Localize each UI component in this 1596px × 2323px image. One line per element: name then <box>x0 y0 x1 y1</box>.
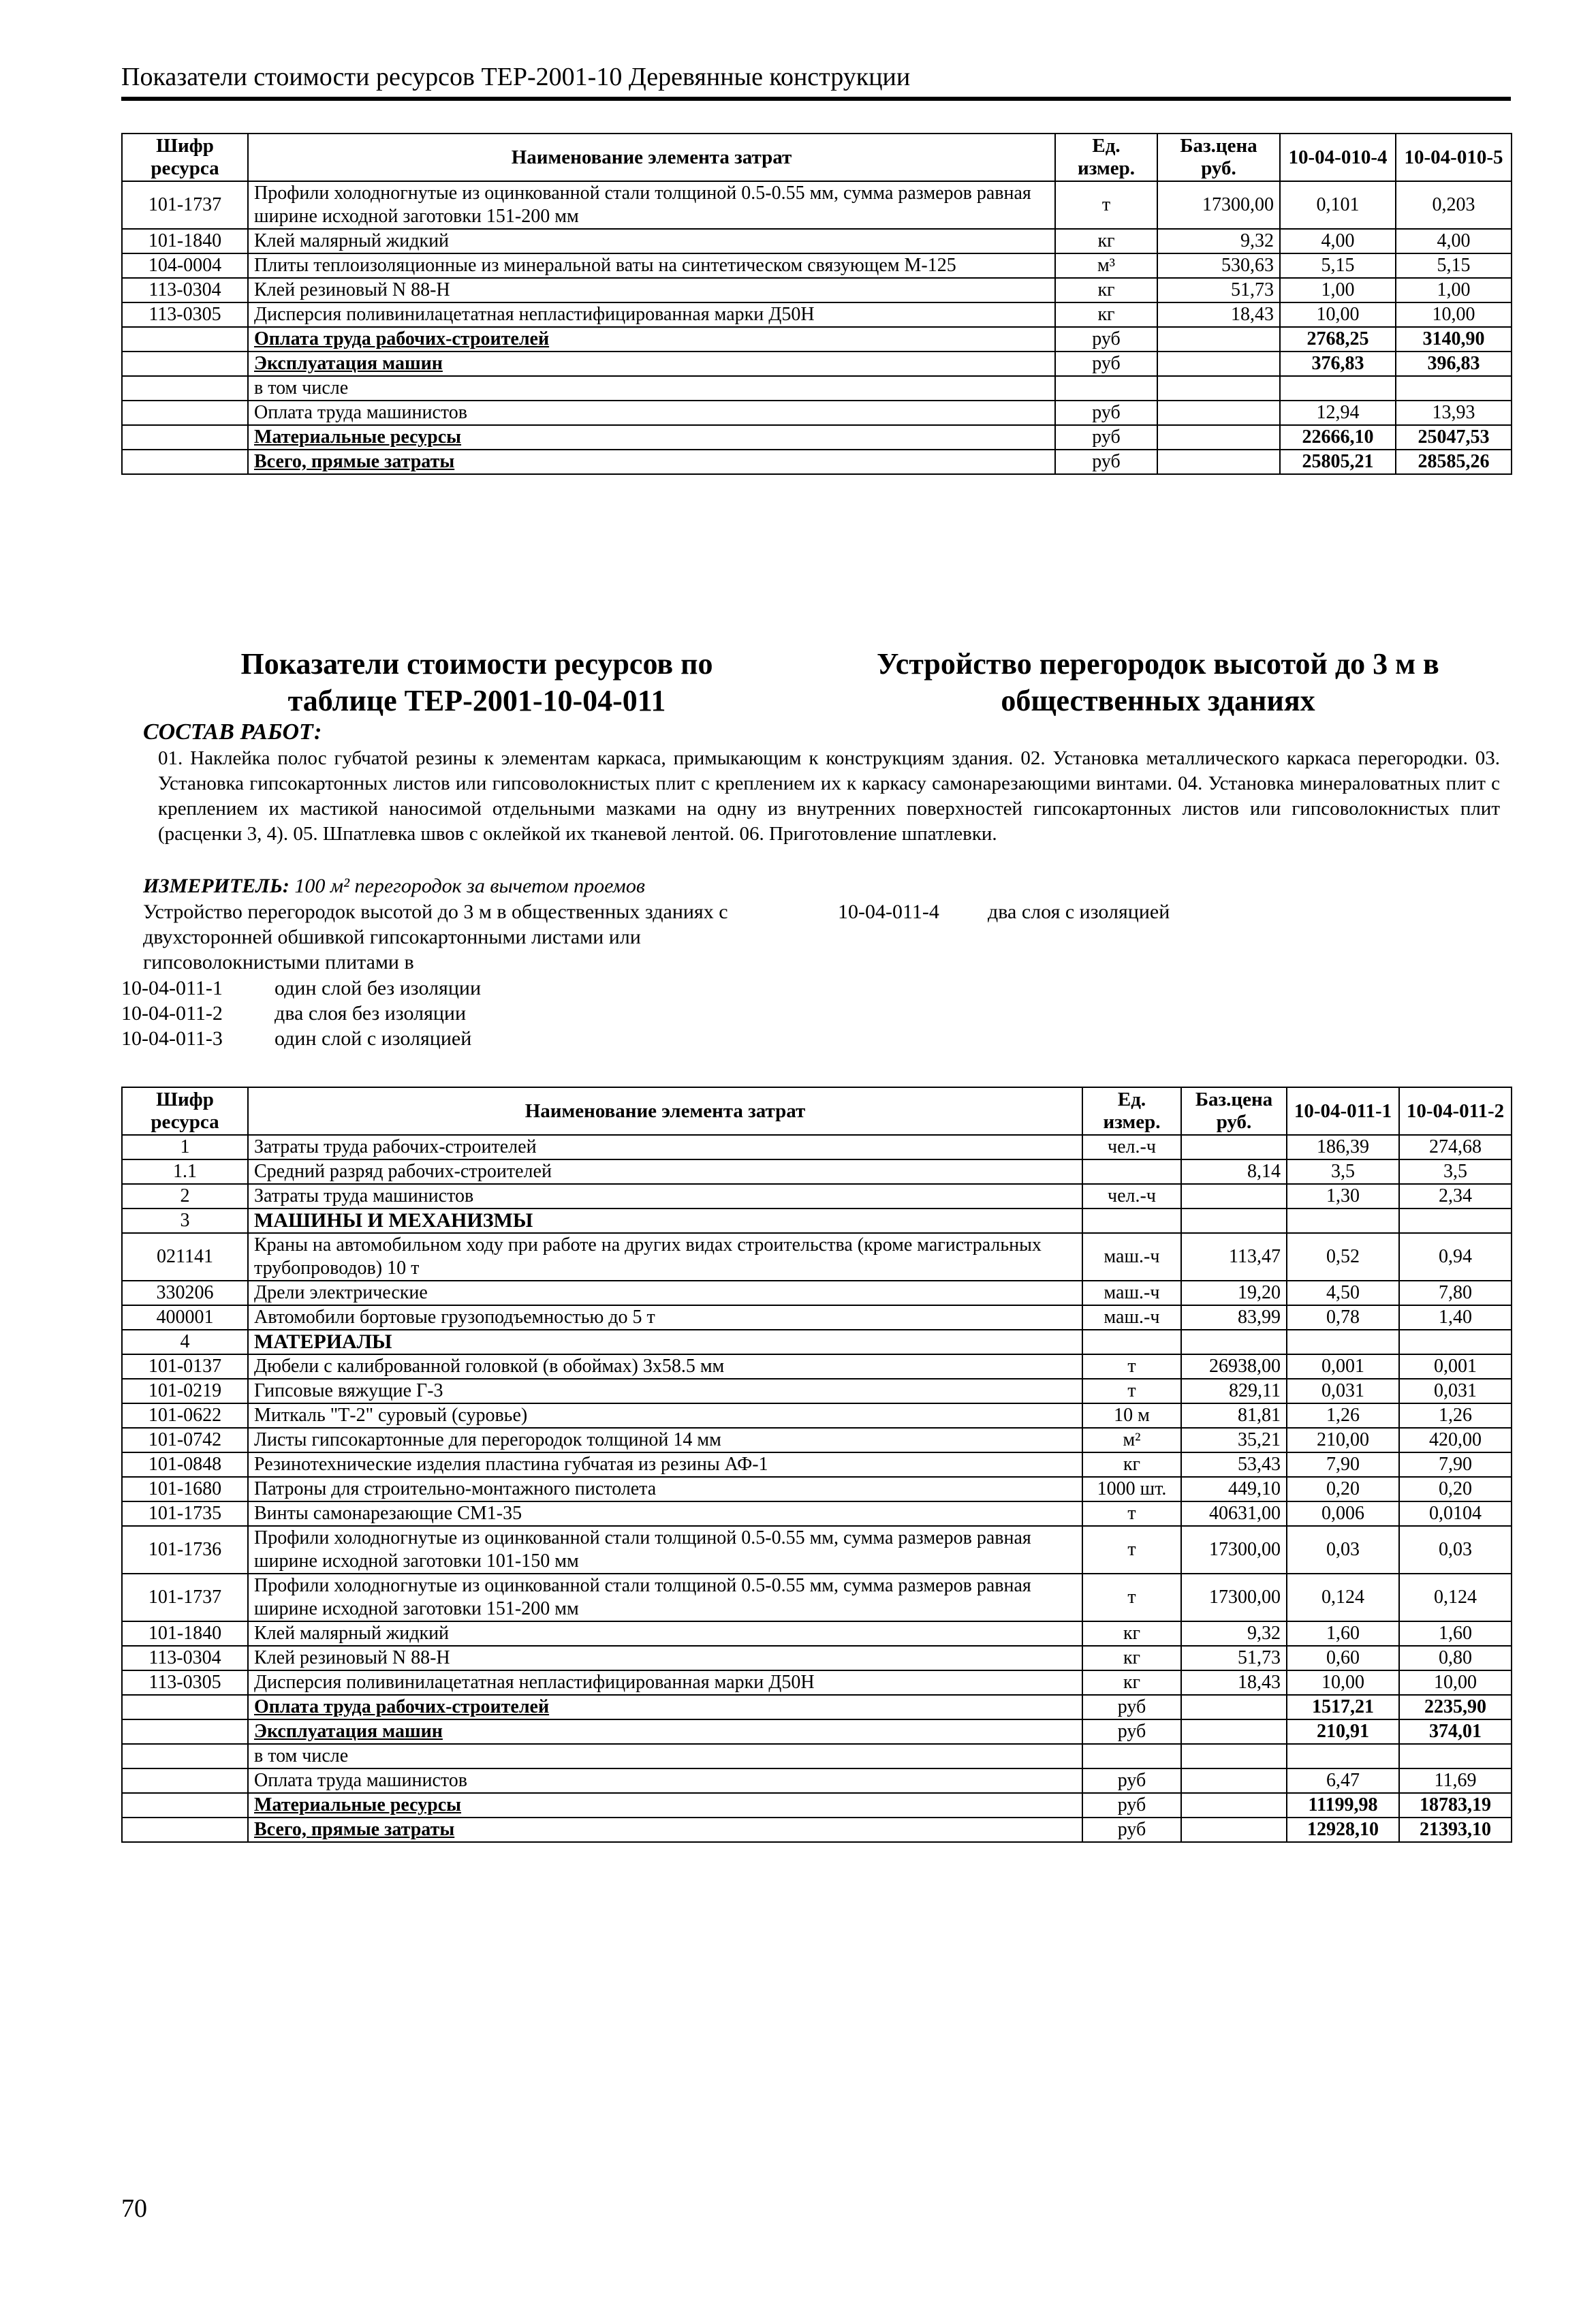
cell-value-2: 0,80 <box>1399 1646 1512 1670</box>
table-row <box>122 1646 1512 1670</box>
cell-unit: чел.-ч <box>1082 1135 1181 1159</box>
cell-price <box>1181 1184 1287 1209</box>
cell-code <box>122 1818 248 1842</box>
table-row <box>122 1452 1512 1477</box>
header-price: Баз.цена руб. <box>1157 134 1280 181</box>
variant-item <box>121 1001 734 1026</box>
header-col1: 10-04-010-4 <box>1280 134 1396 181</box>
cell-code: 101-1737 <box>122 181 248 229</box>
variant-text: один слой без изоляции <box>275 977 482 999</box>
cell-code <box>122 1695 248 1719</box>
cell-unit: т <box>1082 1574 1181 1621</box>
cell-price <box>1157 450 1280 474</box>
cell-code <box>122 376 248 401</box>
cell-value-2: 2235,90 <box>1399 1695 1512 1719</box>
cell-value-1: 1517,21 <box>1287 1695 1399 1719</box>
cell-name: Затраты труда машинистов <box>248 1184 1082 1209</box>
cell-value-1: 12,94 <box>1280 401 1396 425</box>
cell-code: 101-0742 <box>122 1428 248 1452</box>
cell-unit: руб <box>1055 425 1157 450</box>
cell-value-1: 0,006 <box>1287 1501 1399 1526</box>
cell-value-2: 3140,90 <box>1396 327 1512 352</box>
cell-value-1: 0,03 <box>1287 1526 1399 1574</box>
cell-unit: кг <box>1082 1452 1181 1477</box>
cell-value-2: 274,68 <box>1399 1135 1512 1159</box>
cell-value-2: 0,0104 <box>1399 1501 1512 1526</box>
total-row <box>122 401 1512 425</box>
table-row <box>122 1233 1512 1281</box>
table-row <box>122 1379 1512 1403</box>
cell-price: 81,81 <box>1181 1403 1287 1428</box>
variant-item <box>121 1026 734 1051</box>
table-row <box>122 229 1512 253</box>
cell-price: 83,99 <box>1181 1305 1287 1330</box>
section-title-left: Показатели стоимости ресурсов по таблице ТЕР-2001-10-04-011 <box>240 647 713 717</box>
cell-name: Эксплуатация машин <box>248 352 1055 376</box>
cell-name: Дрели электрические <box>248 1281 1082 1305</box>
cell-price <box>1181 1818 1287 1842</box>
cell-value-1: 210,91 <box>1287 1719 1399 1744</box>
cell-value-2: 0,124 <box>1399 1574 1512 1621</box>
cell-name: Краны на автомобильном ходу при работе на других видах строительства (кроме магистральных трубопроводов) 10 т <box>248 1233 1082 1281</box>
cell-code <box>122 425 248 450</box>
cell-price <box>1181 1793 1287 1818</box>
total-row <box>122 1793 1512 1818</box>
cell-price <box>1157 327 1280 352</box>
cell-value-1: 1,30 <box>1287 1184 1399 1209</box>
cell-value-2: 10,00 <box>1399 1670 1512 1695</box>
cell-code: 2 <box>122 1184 248 1209</box>
table2-body <box>122 1135 1512 1842</box>
cell-price: 18,43 <box>1157 302 1280 327</box>
cell-value-1: 0,20 <box>1287 1477 1399 1501</box>
cell-code: 101-1840 <box>122 229 248 253</box>
cell-unit: м³ <box>1055 253 1157 278</box>
cell-unit: т <box>1082 1354 1181 1379</box>
cell-name: Профили холодногнутые из оцинкованной стали толщиной 0.5-0.55 мм, сумма размеров равная ширине исходной заготовки 151-200 мм <box>248 181 1055 229</box>
cell-unit: маш.-ч <box>1082 1233 1181 1281</box>
cell-unit: кг <box>1055 278 1157 302</box>
total-row <box>122 352 1512 376</box>
cell-price: 9,32 <box>1181 1621 1287 1646</box>
cell-value-2: 1,00 <box>1396 278 1512 302</box>
section-row <box>122 1209 1512 1233</box>
cell-price: 17300,00 <box>1181 1574 1287 1621</box>
cell-code: 113-0305 <box>122 1670 248 1695</box>
cell-price <box>1181 1744 1287 1768</box>
table-row <box>122 1159 1512 1184</box>
cell-price: 17300,00 <box>1181 1526 1287 1574</box>
cell-value-2: 7,80 <box>1399 1281 1512 1305</box>
cell-code: 021141 <box>122 1233 248 1281</box>
resource-table-1 <box>121 133 1512 475</box>
cell-name: Винты самонарезающие СМ1-35 <box>248 1501 1082 1526</box>
cell-name: Затраты труда рабочих-строителей <box>248 1135 1082 1159</box>
cell-name: в том числе <box>248 376 1055 401</box>
header-col2: 10-04-010-5 <box>1396 134 1512 181</box>
table-row <box>122 181 1512 229</box>
cell-unit: руб <box>1082 1793 1181 1818</box>
work-description: Устройство перегородок высотой до 3 м в общественных зданиях с двухсторонней обшивкой гипсокартонными листами или гипсоволокнистыми плитами в <box>143 901 728 973</box>
cell-code: 101-0848 <box>122 1452 248 1477</box>
cell-unit: кг <box>1055 229 1157 253</box>
cell-unit: маш.-ч <box>1082 1281 1181 1305</box>
cell-code <box>122 327 248 352</box>
table-row <box>122 302 1512 327</box>
cell-name: МАТЕРИАЛЫ <box>248 1330 1082 1354</box>
variant-code: 10-04-011-3 <box>121 1027 223 1050</box>
header-name: Наименование элемента затрат <box>248 1087 1082 1135</box>
cell-value-1 <box>1287 1744 1399 1768</box>
cell-value-2: 25047,53 <box>1396 425 1512 450</box>
cell-price <box>1157 352 1280 376</box>
cell-name: Оплата труда рабочих-строителей <box>248 327 1055 352</box>
cell-code: 1 <box>122 1135 248 1159</box>
cell-value-2: 374,01 <box>1399 1719 1512 1744</box>
cell-code <box>122 1793 248 1818</box>
cell-price: 17300,00 <box>1157 181 1280 229</box>
cell-code: 4 <box>122 1330 248 1354</box>
resource-table-2 <box>121 1087 1512 1843</box>
cell-unit: 1000 шт. <box>1082 1477 1181 1501</box>
cell-value-2: 1,40 <box>1399 1305 1512 1330</box>
cell-code: 101-1840 <box>122 1621 248 1646</box>
cell-value-1: 12928,10 <box>1287 1818 1399 1842</box>
total-row <box>122 1719 1512 1744</box>
section-row <box>122 1330 1512 1354</box>
cell-code <box>122 401 248 425</box>
cell-unit: руб <box>1055 352 1157 376</box>
cell-value-1: 22666,10 <box>1280 425 1396 450</box>
total-row <box>122 1768 1512 1793</box>
cell-unit <box>1082 1330 1181 1354</box>
variant-text: один слой с изоляцией <box>275 1027 472 1050</box>
cell-value-1: 0,60 <box>1287 1646 1399 1670</box>
cell-name: Дисперсия поливинилацетатная непластифицированная марки Д50Н <box>248 302 1055 327</box>
cell-name: Клей резиновый N 88-Н <box>248 1646 1082 1670</box>
cell-unit: руб <box>1055 450 1157 474</box>
cell-name: Дисперсия поливинилацетатная непластифицированная марки Д50Н <box>248 1670 1082 1695</box>
variant-code: 10-04-011-4 <box>838 901 939 923</box>
cell-value-1: 25805,21 <box>1280 450 1396 474</box>
header-col2: 10-04-011-2 <box>1399 1087 1512 1135</box>
cell-price <box>1181 1719 1287 1744</box>
cell-value-1: 186,39 <box>1287 1135 1399 1159</box>
cell-name: Всего, прямые затраты <box>248 450 1055 474</box>
table-row <box>122 1184 1512 1209</box>
cell-price: 449,10 <box>1181 1477 1287 1501</box>
cell-unit: маш.-ч <box>1082 1305 1181 1330</box>
header-code: Шифр ресурса <box>122 134 248 181</box>
cell-price: 9,32 <box>1157 229 1280 253</box>
cell-code <box>122 450 248 474</box>
variant-list <box>121 976 734 1051</box>
table-row <box>122 1135 1512 1159</box>
cell-name: Всего, прямые затраты <box>248 1818 1082 1842</box>
cell-unit: т <box>1082 1501 1181 1526</box>
cell-unit: чел.-ч <box>1082 1184 1181 1209</box>
cell-value-1 <box>1287 1209 1399 1233</box>
cell-value-1: 2768,25 <box>1280 327 1396 352</box>
cell-value-2 <box>1399 1209 1512 1233</box>
cell-value-1: 0,031 <box>1287 1379 1399 1403</box>
cell-name: Эксплуатация машин <box>248 1719 1082 1744</box>
table-row <box>122 1574 1512 1621</box>
cell-value-1: 0,52 <box>1287 1233 1399 1281</box>
cell-price: 113,47 <box>1181 1233 1287 1281</box>
cell-value-2: 11,69 <box>1399 1768 1512 1793</box>
cell-value-1 <box>1280 376 1396 401</box>
cell-price <box>1157 401 1280 425</box>
cell-value-2: 5,15 <box>1396 253 1512 278</box>
cell-value-1: 0,101 <box>1280 181 1396 229</box>
header-name: Наименование элемента затрат <box>248 134 1055 181</box>
cell-name: Оплата труда рабочих-строителей <box>248 1695 1082 1719</box>
cell-code: 400001 <box>122 1305 248 1330</box>
total-row <box>122 1744 1512 1768</box>
cell-code: 1.1 <box>122 1159 248 1184</box>
cell-unit: руб <box>1082 1768 1181 1793</box>
cell-value-1: 1,60 <box>1287 1621 1399 1646</box>
cell-value-2: 7,90 <box>1399 1452 1512 1477</box>
variant-item <box>121 976 734 1001</box>
cell-value-2: 10,00 <box>1396 302 1512 327</box>
table-row <box>122 1354 1512 1379</box>
cell-code: 101-0622 <box>122 1403 248 1428</box>
table-row <box>122 1305 1512 1330</box>
header-col1: 10-04-011-1 <box>1287 1087 1399 1135</box>
cell-price: 19,20 <box>1181 1281 1287 1305</box>
cell-value-1: 376,83 <box>1280 352 1396 376</box>
cell-unit: руб <box>1082 1719 1181 1744</box>
running-header: Показатели стоимости ресурсов ТЕР-2001-10 Деревянные конструкции <box>121 61 1511 101</box>
cell-name: Гипсовые вяжущие Г-3 <box>248 1379 1082 1403</box>
cell-unit <box>1055 376 1157 401</box>
cell-value-1: 0,001 <box>1287 1354 1399 1379</box>
header-code: Шифр ресурса <box>122 1087 248 1135</box>
cell-name: Дюбели с калиброванной головкой (в обоймах) 3х58.5 мм <box>248 1354 1082 1379</box>
cell-value-1: 4,00 <box>1280 229 1396 253</box>
cell-price: 51,73 <box>1157 278 1280 302</box>
total-row <box>122 425 1512 450</box>
variant-code: 10-04-011-1 <box>121 977 223 999</box>
cell-name: Миткаль "Т-2" суровый (суровье) <box>248 1403 1082 1428</box>
cell-code: 101-1680 <box>122 1477 248 1501</box>
cell-name: Патроны для строительно-монтажного пистолета <box>248 1477 1082 1501</box>
cell-name: Средний разряд рабочих-строителей <box>248 1159 1082 1184</box>
cell-value-1: 11199,98 <box>1287 1793 1399 1818</box>
cell-name: Автомобили бортовые грузоподъемностью до 5 т <box>248 1305 1082 1330</box>
cell-unit: кг <box>1082 1621 1181 1646</box>
table1-body <box>122 181 1512 474</box>
cell-price: 18,43 <box>1181 1670 1287 1695</box>
cell-code: 113-0304 <box>122 1646 248 1670</box>
cell-value-1: 7,90 <box>1287 1452 1399 1477</box>
cell-code <box>122 1719 248 1744</box>
cell-code <box>122 1768 248 1793</box>
cell-price: 51,73 <box>1181 1646 1287 1670</box>
cell-name: Материальные ресурсы <box>248 425 1055 450</box>
cell-unit <box>1082 1159 1181 1184</box>
variant-text: два слоя с изоляцией <box>988 901 1170 923</box>
cell-value-2: 2,34 <box>1399 1184 1512 1209</box>
cell-value-2: 0,203 <box>1396 181 1512 229</box>
header-unit: Ед. измер. <box>1055 134 1157 181</box>
cell-code: 101-1735 <box>122 1501 248 1526</box>
cell-unit: кг <box>1082 1646 1181 1670</box>
cell-name: Оплата труда машинистов <box>248 1768 1082 1793</box>
total-row <box>122 1818 1512 1842</box>
cell-name: Листы гипсокартонные для перегородок толщиной 14 мм <box>248 1428 1082 1452</box>
cell-code: 3 <box>122 1209 248 1233</box>
cell-name: Оплата труда машинистов <box>248 401 1055 425</box>
cell-value-2 <box>1399 1330 1512 1354</box>
cell-code: 113-0304 <box>122 278 248 302</box>
cell-value-2: 3,5 <box>1399 1159 1512 1184</box>
cell-value-1: 3,5 <box>1287 1159 1399 1184</box>
izmer-label: ИЗМЕРИТЕЛЬ: <box>143 875 290 897</box>
table-row <box>122 1526 1512 1574</box>
cell-value-2: 1,26 <box>1399 1403 1512 1428</box>
cell-unit: руб <box>1055 401 1157 425</box>
cell-code: 113-0305 <box>122 302 248 327</box>
total-row <box>122 376 1512 401</box>
cell-value-2: 420,00 <box>1399 1428 1512 1452</box>
izmer-line <box>143 873 645 899</box>
cell-unit: кг <box>1082 1670 1181 1695</box>
cell-unit: руб <box>1082 1818 1181 1842</box>
cell-name: в том числе <box>248 1744 1082 1768</box>
cell-code <box>122 352 248 376</box>
cell-value-1: 10,00 <box>1287 1670 1399 1695</box>
cell-value-2: 28585,26 <box>1396 450 1512 474</box>
cell-price: 829,11 <box>1181 1379 1287 1403</box>
cell-price <box>1181 1768 1287 1793</box>
cell-price <box>1181 1695 1287 1719</box>
header-price: Баз.цена руб. <box>1181 1087 1287 1135</box>
cell-code: 101-1737 <box>122 1574 248 1621</box>
cell-unit: м² <box>1082 1428 1181 1452</box>
cell-name: Клей малярный жидкий <box>248 229 1055 253</box>
cell-value-2: 0,94 <box>1399 1233 1512 1281</box>
variant-text: два слоя без изоляции <box>275 1002 467 1025</box>
sostav-text: 01. Наклейка полос губчатой резины к элементам каркаса, примыкающим к конструкциям здания. 02. Установка металлического каркаса перегородки. 03. Установка гипсокартонных листов или гипсоволокнистых плит с креплением их к каркасу самонарезающими винтами. 04. Установка минераловатных плит с креплением их мастикой наносимой отдельными мазками на одну из внутренних поверхностей гипсокартонных листов или гипсоволокнистых плит (расценки 3, 4). 05. Шпатлевка швов с оклейкой их тканевой лентой. 06. Приготовление шпатлевки. <box>158 747 1500 845</box>
cell-price <box>1181 1330 1287 1354</box>
cell-name: Профили холодногнутые из оцинкованной стали толщиной 0.5-0.55 мм, сумма размеров равная ширине исходной заготовки 101-150 мм <box>248 1526 1082 1574</box>
variant-code: 10-04-011-2 <box>121 1002 223 1025</box>
variant-item-right <box>838 899 1485 924</box>
cell-value-2 <box>1399 1744 1512 1768</box>
cell-unit: т <box>1082 1379 1181 1403</box>
cell-value-1: 4,50 <box>1287 1281 1399 1305</box>
header-unit: Ед. измер. <box>1082 1087 1181 1135</box>
section-title-right: Устройство перегородок высотой до 3 м в общественных зданиях <box>877 647 1439 717</box>
cell-value-1: 0,124 <box>1287 1574 1399 1621</box>
cell-value-1: 5,15 <box>1280 253 1396 278</box>
cell-price: 8,14 <box>1181 1159 1287 1184</box>
cell-value-2: 13,93 <box>1396 401 1512 425</box>
total-row <box>122 1695 1512 1719</box>
total-row <box>122 450 1512 474</box>
cell-code <box>122 1744 248 1768</box>
table-row <box>122 1621 1512 1646</box>
cell-price: 35,21 <box>1181 1428 1287 1452</box>
cell-code: 104-0004 <box>122 253 248 278</box>
cell-value-2: 0,031 <box>1399 1379 1512 1403</box>
cell-price: 26938,00 <box>1181 1354 1287 1379</box>
cell-unit: руб <box>1082 1695 1181 1719</box>
cell-name: Материальные ресурсы <box>248 1793 1082 1818</box>
cell-unit <box>1082 1209 1181 1233</box>
cell-value-2: 4,00 <box>1396 229 1512 253</box>
table-row <box>122 1477 1512 1501</box>
table-row <box>122 1428 1512 1452</box>
cell-price <box>1157 376 1280 401</box>
cell-price: 53,43 <box>1181 1452 1287 1477</box>
page-number: 70 <box>121 2194 147 2223</box>
cell-price <box>1157 425 1280 450</box>
cell-name: Клей малярный жидкий <box>248 1621 1082 1646</box>
table-row <box>122 1281 1512 1305</box>
cell-price <box>1181 1209 1287 1233</box>
table-row <box>122 253 1512 278</box>
table-row <box>122 278 1512 302</box>
cell-value-2: 0,03 <box>1399 1526 1512 1574</box>
cell-value-1: 1,26 <box>1287 1403 1399 1428</box>
cell-unit: т <box>1082 1526 1181 1574</box>
table-row <box>122 1403 1512 1428</box>
cell-price <box>1181 1135 1287 1159</box>
cell-value-2: 0,001 <box>1399 1354 1512 1379</box>
cell-unit: руб <box>1055 327 1157 352</box>
cell-value-1: 210,00 <box>1287 1428 1399 1452</box>
cell-value-2: 1,60 <box>1399 1621 1512 1646</box>
cell-code: 101-0137 <box>122 1354 248 1379</box>
cell-unit: кг <box>1055 302 1157 327</box>
cell-value-1: 0,78 <box>1287 1305 1399 1330</box>
cell-value-1: 10,00 <box>1280 302 1396 327</box>
cell-value-2: 18783,19 <box>1399 1793 1512 1818</box>
cell-name: Клей резиновый N 88-Н <box>248 278 1055 302</box>
cell-name: Плиты теплоизоляционные из минеральной ваты на синтетическом связующем М-125 <box>248 253 1055 278</box>
table-row <box>122 1501 1512 1526</box>
cell-name: Резинотехнические изделия пластина губчатая из резины АФ-1 <box>248 1452 1082 1477</box>
cell-value-1: 1,00 <box>1280 278 1396 302</box>
sostav-label: СОСТАВ РАБОТ: <box>143 719 322 745</box>
izmer-value: 100 м² перегородок за вычетом проемов <box>294 875 645 897</box>
cell-value-2: 21393,10 <box>1399 1818 1512 1842</box>
cell-code: 330206 <box>122 1281 248 1305</box>
cell-code: 101-1736 <box>122 1526 248 1574</box>
cell-price: 530,63 <box>1157 253 1280 278</box>
cell-code: 101-0219 <box>122 1379 248 1403</box>
cell-name: Профили холодногнутые из оцинкованной стали толщиной 0.5-0.55 мм, сумма размеров равная ширине исходной заготовки 151-200 мм <box>248 1574 1082 1621</box>
cell-unit <box>1082 1744 1181 1768</box>
total-row <box>122 327 1512 352</box>
table-row <box>122 1670 1512 1695</box>
cell-unit: 10 м <box>1082 1403 1181 1428</box>
cell-name: МАШИНЫ И МЕХАНИЗМЫ <box>248 1209 1082 1233</box>
cell-unit: т <box>1055 181 1157 229</box>
cell-price: 40631,00 <box>1181 1501 1287 1526</box>
cell-value-2: 0,20 <box>1399 1477 1512 1501</box>
cell-value-2 <box>1396 376 1512 401</box>
cell-value-2: 396,83 <box>1396 352 1512 376</box>
cell-value-1 <box>1287 1330 1399 1354</box>
cell-value-1: 6,47 <box>1287 1768 1399 1793</box>
